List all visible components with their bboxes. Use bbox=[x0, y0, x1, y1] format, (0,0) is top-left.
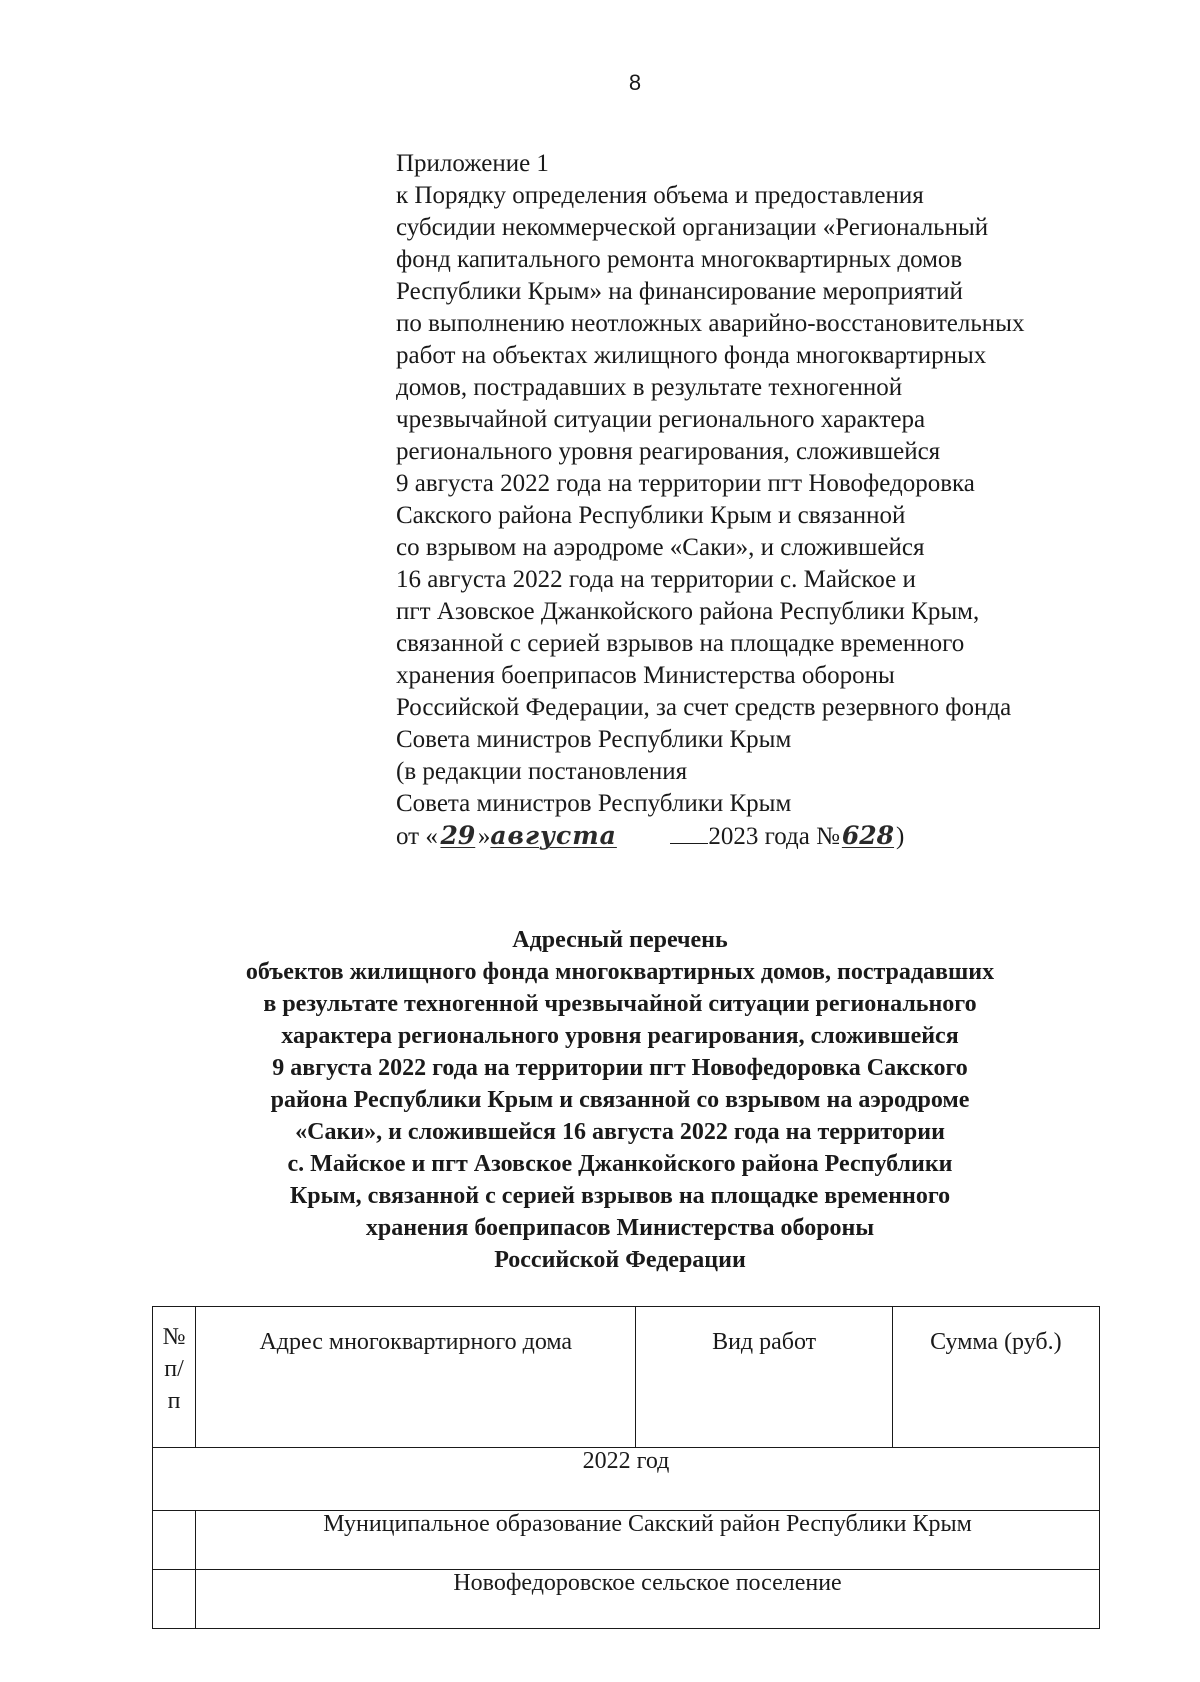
appendix-line: Совета министров Республики Крым bbox=[396, 726, 792, 753]
header-address: Адрес многоквартирного дома bbox=[196, 1307, 636, 1448]
row-number-cell bbox=[153, 1511, 196, 1570]
title-line: Российской Федерации bbox=[494, 1247, 746, 1273]
appendix-line: работ на объектах жилищного фонда многоквартирных bbox=[396, 342, 987, 369]
address-table bbox=[152, 1306, 1100, 1629]
appendix-line: чрезвычайной ситуации регионального характера bbox=[396, 406, 926, 433]
appendix-line: домов, пострадавших в результате техногенной bbox=[396, 374, 903, 401]
signature-prefix: от « bbox=[396, 823, 438, 850]
row-number-cell bbox=[153, 1570, 196, 1629]
title-line: Адресный перечень bbox=[512, 927, 728, 953]
table-row-year bbox=[153, 1448, 1100, 1511]
appendix-line: хранения боеприпасов Министерства обороны bbox=[396, 662, 895, 689]
appendix-line: Республики Крым» на финансирование мероприятий bbox=[396, 278, 963, 305]
title-line: района Республики Крым и связанной со взрывом на аэродроме bbox=[270, 1087, 970, 1113]
document-title bbox=[140, 924, 1100, 1276]
title-line: Крым, связанной с серией взрывов на площадке временного bbox=[289, 1183, 951, 1209]
signature-line bbox=[396, 820, 1136, 853]
header-number bbox=[153, 1307, 196, 1448]
appendix-line: Сакского района Республики Крым и связанной bbox=[396, 502, 906, 529]
appendix-line: субсидии некоммерческой организации «Региональный bbox=[396, 214, 989, 241]
appendix-line: со взрывом на аэродроме «Саки», и сложившейся bbox=[396, 534, 925, 561]
appendix-line: связанной с серией взрывов на площадке временного bbox=[396, 630, 965, 657]
appendix-line: 9 августа 2022 года на территории пгт Новофедоровка bbox=[396, 470, 975, 497]
header-number-part: № bbox=[162, 1324, 186, 1350]
appendix-line: Совета министров Республики Крым bbox=[396, 790, 792, 817]
handwritten-number: 628 bbox=[841, 821, 895, 850]
title-line: «Саки», и сложившейся 16 августа 2022 года на территории bbox=[295, 1119, 945, 1145]
title-line: 9 августа 2022 года на территории пгт Новофедоровка Сакского bbox=[272, 1055, 968, 1081]
appendix-line: регионального уровня реагирования, сложившейся bbox=[396, 438, 941, 465]
title-line: хранения боеприпасов Министерства обороны bbox=[365, 1215, 875, 1241]
table-row-settlement bbox=[153, 1570, 1100, 1629]
title-line: в результате техногенной чрезвычайной ситуации регионального bbox=[263, 991, 977, 1017]
handwritten-month: августа bbox=[490, 821, 617, 850]
handwritten-day: 29 bbox=[440, 821, 476, 850]
signature-year-text: 2023 года № bbox=[708, 823, 840, 850]
header-number-part: п/ bbox=[164, 1356, 184, 1382]
appendix-line: Российской Федерации, за счет средств резервного фонда bbox=[396, 694, 1012, 721]
header-number-part: п bbox=[167, 1388, 181, 1414]
appendix-line: 16 августа 2022 года на территории с. Майское и bbox=[396, 566, 916, 593]
table-row-municipality bbox=[153, 1511, 1100, 1570]
year-label: 2022 год bbox=[153, 1448, 1100, 1511]
appendix-line: к Порядку определения объема и предоставления bbox=[396, 182, 924, 209]
signature-suffix: ) bbox=[895, 823, 905, 850]
header-work-type: Вид работ bbox=[636, 1307, 892, 1448]
title-line: характера регионального уровня реагирования, сложившейся bbox=[281, 1023, 959, 1049]
signature-quote-close: » bbox=[477, 823, 491, 850]
header-sum: Сумма (руб.) bbox=[892, 1307, 1099, 1448]
appendix-line: фонд капитального ремонта многоквартирных домов bbox=[396, 246, 963, 273]
title-line: с. Майское и пгт Азовское Джанкойского района Республики bbox=[287, 1151, 953, 1177]
municipality-label: Муниципальное образование Сакский район Республики Крым bbox=[196, 1511, 1100, 1570]
appendix-line: (в редакции постановления bbox=[396, 758, 688, 785]
blank-underline bbox=[670, 823, 708, 844]
appendix-block bbox=[396, 148, 1136, 853]
table-header-row bbox=[153, 1307, 1100, 1448]
settlement-label: Новофедоровское сельское поселение bbox=[196, 1570, 1100, 1629]
page-number: 8 bbox=[628, 70, 642, 95]
appendix-line: по выполнению неотложных аварийно-восстановительных bbox=[396, 310, 1025, 337]
title-line: объектов жилищного фонда многоквартирных домов, пострадавших bbox=[245, 959, 995, 985]
appendix-line: пгт Азовское Джанкойского района Республики Крым, bbox=[396, 598, 980, 625]
appendix-line: Приложение 1 bbox=[396, 150, 549, 177]
